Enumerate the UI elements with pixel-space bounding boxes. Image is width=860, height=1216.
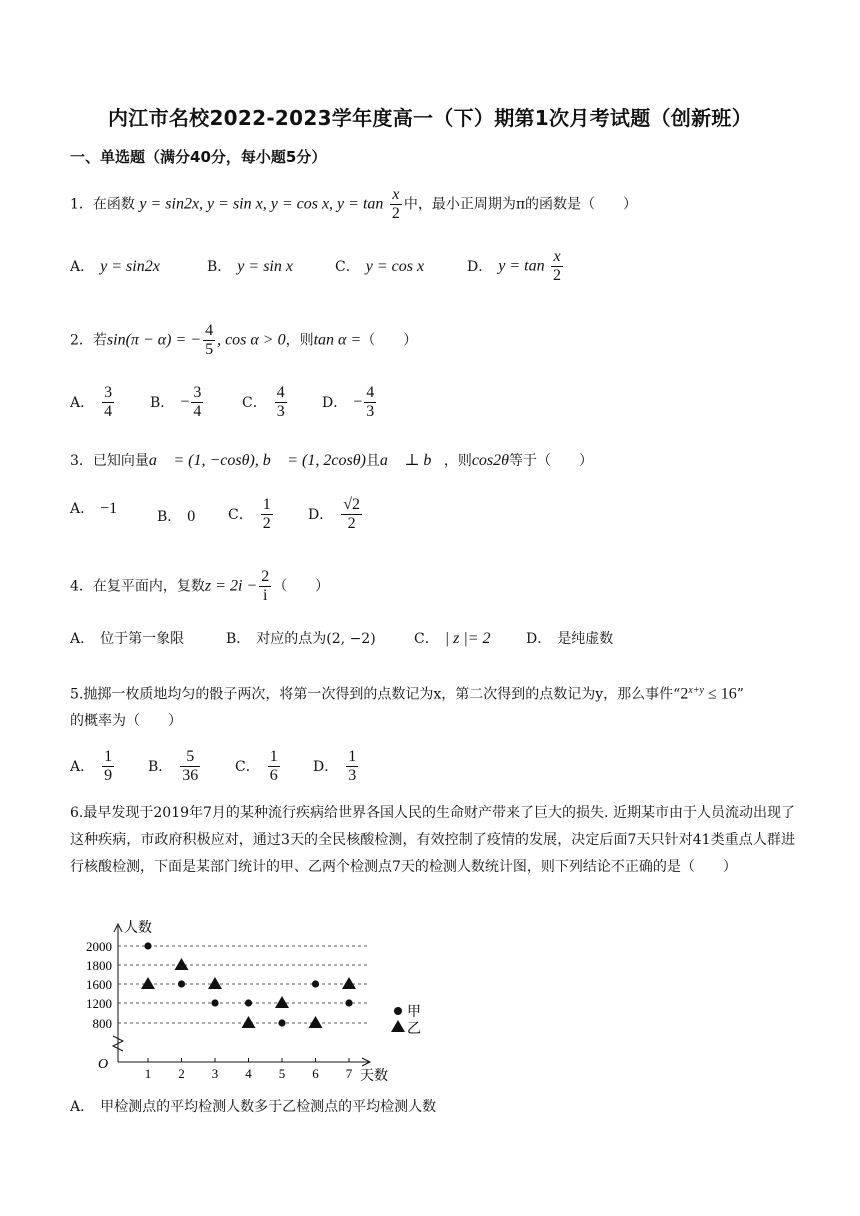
x-tick-label: 5 bbox=[278, 1066, 286, 1081]
data-point-yi bbox=[309, 1016, 323, 1028]
option-2c[interactable]: C． $\frac{4}{3}$ bbox=[242, 384, 285, 420]
option-3b[interactable]: B． 0 bbox=[157, 508, 196, 525]
data-point-jia bbox=[312, 980, 319, 987]
data-point-yi bbox=[242, 1016, 256, 1028]
math-expression: a⃗ = (1, −cosθ), b⃗ = (1, 2cosθ) bbox=[148, 452, 366, 469]
data-point-jia bbox=[245, 999, 252, 1006]
y-axis-label: 人数 bbox=[124, 921, 152, 936]
option-1d[interactable]: D． y = tan $\frac{x}{2}$ bbox=[467, 248, 562, 284]
option-2a[interactable]: A． $\frac{3}{4}$ bbox=[70, 384, 113, 420]
y-tick-label: 2000 bbox=[86, 939, 112, 954]
option-3d[interactable]: D． $\frac{√2}{2}$ bbox=[308, 496, 361, 532]
data-point-yi bbox=[175, 958, 189, 970]
fraction: $\frac{4}{5}$ bbox=[205, 322, 214, 358]
question-text: 在函数 bbox=[92, 196, 135, 213]
y-tick-label: 1200 bbox=[86, 996, 112, 1011]
option-3a[interactable]: A． −1 bbox=[70, 500, 118, 517]
data-point-jia bbox=[345, 999, 352, 1006]
page-title: 内江市名校2022-2023学年度高一（下）期第1次月考试题（创新班） bbox=[107, 106, 753, 130]
option-5a[interactable]: A． $\frac{1}{9}$ bbox=[70, 748, 113, 784]
fraction: $\frac{x}{2}$ bbox=[391, 186, 400, 222]
question-number: 1． bbox=[70, 196, 93, 213]
axis-break bbox=[113, 1036, 123, 1051]
data-point-yi bbox=[141, 977, 155, 989]
detection-chart bbox=[60, 912, 440, 1082]
legend-marker-jia bbox=[394, 1007, 402, 1015]
option-4c[interactable]: C． | z |= 2 bbox=[414, 630, 491, 647]
legend-marker-yi bbox=[391, 1020, 405, 1032]
option-4a[interactable]: A． 位于第一象限 bbox=[70, 631, 185, 647]
y-tick-label: 1600 bbox=[86, 977, 112, 992]
question-3: 3．已知向量a⃗ = (1, −cosθ), b⃗ = (1, 2cosθ)且a⃗ ⊥ b⃗，则cos2θ等于（ ） bbox=[70, 452, 594, 469]
option-5b[interactable]: B． $\frac{5}{36}$ bbox=[148, 748, 199, 784]
question-5-line2: 的概率为（ ） bbox=[70, 713, 182, 729]
option-3c[interactable]: C． $\frac{1}{2}$ bbox=[228, 496, 271, 532]
option-1a[interactable]: A． y = sin2x bbox=[70, 258, 160, 275]
option-4d[interactable]: D． 是纯虚数 bbox=[526, 631, 614, 647]
legend-label-yi: 乙 bbox=[407, 1022, 421, 1037]
y-tick-label: 1800 bbox=[86, 958, 112, 973]
option-6a[interactable]: A． 甲检测点的平均检测人数多于乙检测点的平均检测人数 bbox=[70, 1099, 437, 1115]
option-5c[interactable]: C． $\frac{1}{6}$ bbox=[235, 748, 278, 784]
question-2: 2．若sin(π − α) = − $\frac{4}{5}$ , cos α > 0，则tan α =（ ） bbox=[70, 322, 418, 358]
data-point-jia bbox=[278, 1019, 285, 1026]
x-tick-label: 6 bbox=[312, 1066, 319, 1081]
question-5: 5.抛掷一枚质地均匀的骰子两次，将第一次得到的点数记为x，第二次得到的点数记为y，那么事件“$2^{x+y} \le 16$” bbox=[70, 685, 744, 703]
data-point-yi bbox=[208, 977, 222, 989]
question-1 bbox=[70, 186, 637, 223]
data-point-jia bbox=[178, 980, 185, 987]
math-expression: z = 2i − bbox=[204, 577, 258, 595]
y-tick-label: 800 bbox=[92, 1016, 112, 1031]
option-2b[interactable]: B． − $\frac{3}{4}$ bbox=[150, 384, 202, 420]
x-tick-label: 4 bbox=[245, 1066, 252, 1081]
data-point-yi bbox=[342, 977, 356, 989]
data-point-yi bbox=[275, 996, 289, 1008]
x-axis-label: 天数 bbox=[360, 1069, 388, 1082]
x-tick-label: 3 bbox=[211, 1066, 219, 1081]
question-4: 4．在复平面内，复数z = 2i − $\frac{2}{i}$ （ ） bbox=[70, 568, 330, 604]
data-point-jia bbox=[144, 942, 151, 949]
option-4b[interactable]: B． 对应的点为(2, −2) bbox=[226, 631, 376, 647]
legend-label-jia: 甲 bbox=[407, 1005, 421, 1020]
option-5d[interactable]: D． $\frac{1}{3}$ bbox=[313, 748, 357, 784]
question-6: 6.最早发现于2019年7月的某种流行疾病给世界各国人民的生命财产带来了巨大的损失. 近期某市由于人员流动出现了这种疾病，市政府积极应对，通过3天的全民核酸检测，有效控制了疫情的发展，决定后面7天只针对41类重点人群进行核酸检测，下面是某部门统计的甲、乙两个检测点7天的检测人数统计图，则下列结论不正确的是（ ） bbox=[70, 805, 795, 875]
origin-label: O bbox=[98, 1057, 109, 1072]
question-text: 中，最小正周期为π的函数是（ ） bbox=[403, 196, 638, 213]
x-tick-label: 7 bbox=[345, 1066, 353, 1081]
math-expression: sin(π − α) = − bbox=[106, 331, 202, 349]
option-2d[interactable]: D． − $\frac{4}{3}$ bbox=[322, 384, 375, 420]
section-heading: 一、单选题（满分40分，每小题5分） bbox=[70, 148, 327, 166]
data-point-jia bbox=[211, 999, 218, 1006]
x-tick-label: 1 bbox=[144, 1066, 152, 1081]
x-tick-label: 2 bbox=[178, 1066, 185, 1081]
math-expression: y = sin2x, y = sin x, y = cos x, y = tan bbox=[139, 195, 384, 213]
option-1c[interactable]: C． y = cos x bbox=[335, 258, 425, 275]
option-1b[interactable]: B． y = sin x bbox=[207, 258, 293, 275]
fraction: $\frac{2}{i}$ bbox=[261, 568, 270, 604]
